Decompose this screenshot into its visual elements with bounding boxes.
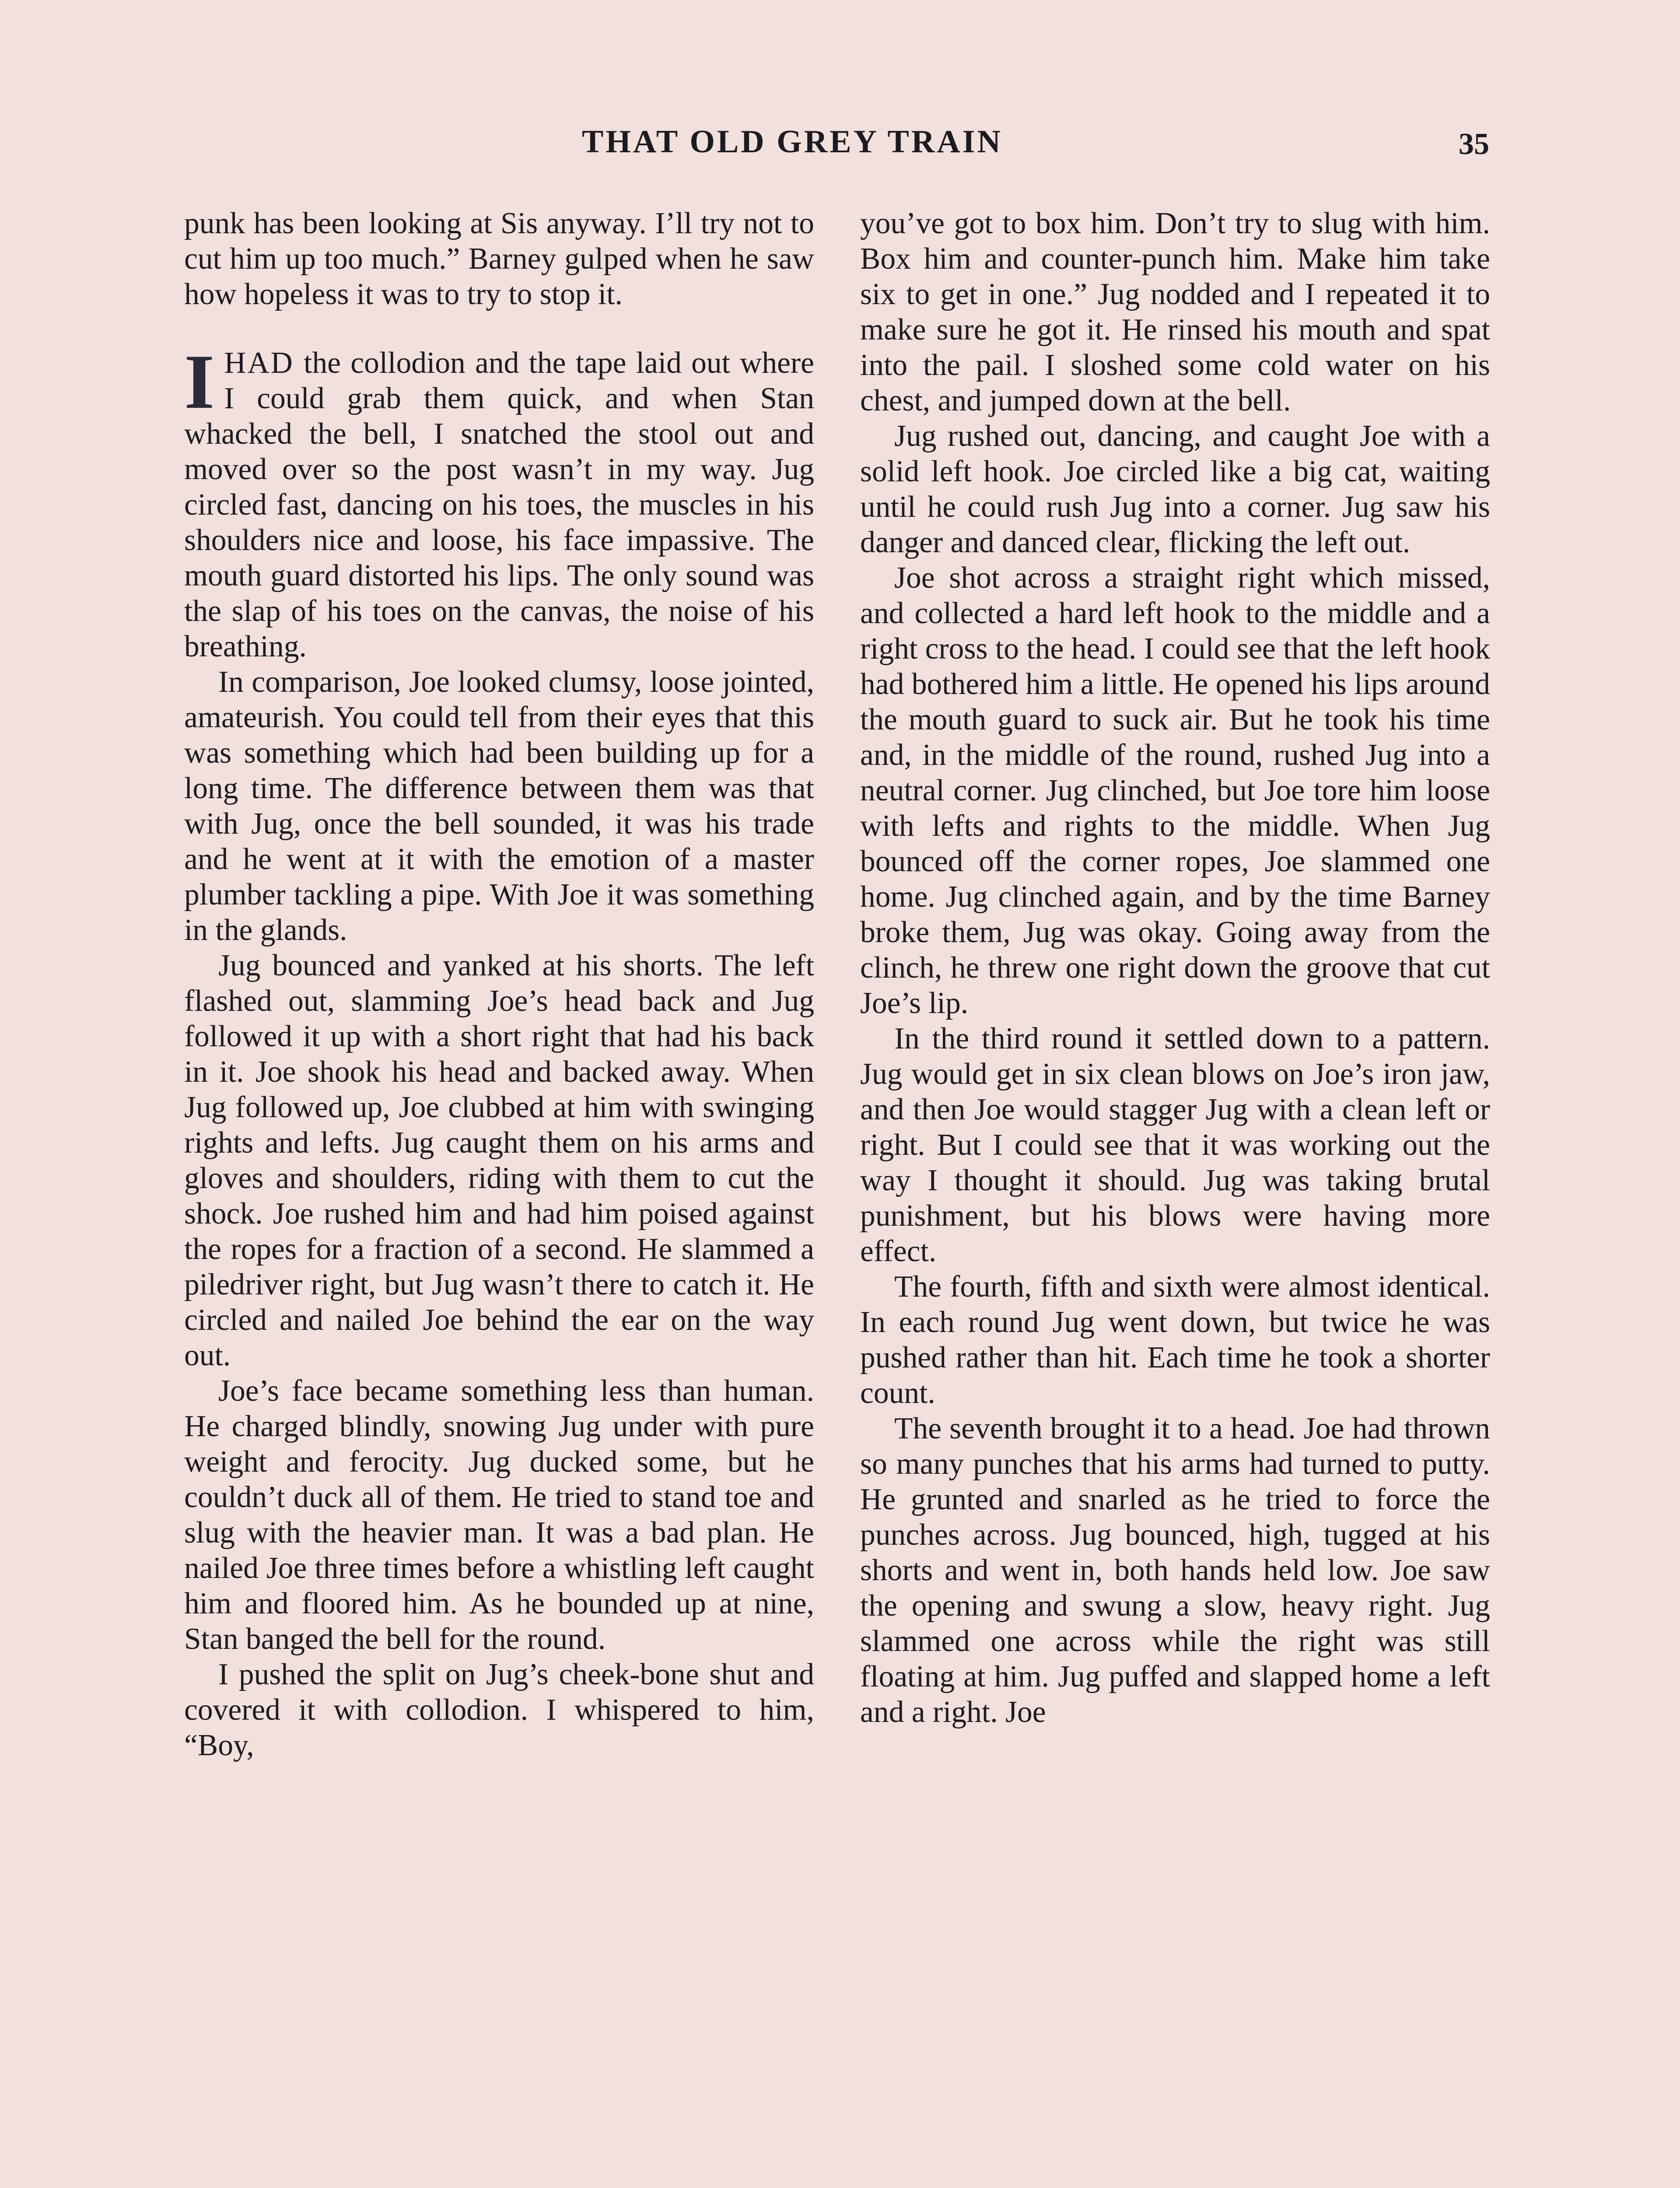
drop-cap-letter: I (184, 338, 215, 425)
lead-in-word: HAD (224, 346, 294, 380)
paragraph: you’ve got to box him. Don’t try to slug with him. Box him and counter-punch him. Make him take six to get in one.” Jug nodded and I repeated it to make sure he got it. He rinsed his mouth and spat into the pail. I sloshed some cold water on his chest, and jumped down at the bell. (860, 207, 1490, 417)
paragraph: punk has been looking at Sis anyway. I’ll try not to cut him up too much.” Barney gulped when he saw how hopeless it was to try to stop it. (184, 207, 814, 311)
paragraph: In the third round it settled down to a pattern. Jug would get in six clean blows on Joe’s iron jaw, and then Joe would stagger Jug with a clean left or right. But I could see that it was working out the way I thought it should. Jug was taking brutal punishment, but his blows were having more effect. (860, 1022, 1490, 1268)
paragraph-dropcap (184, 338, 814, 664)
page-number: 35 (1459, 127, 1489, 161)
right-column (860, 206, 1490, 1730)
paragraph: Jug bounced and yanked at his shorts. The left flashed out, slamming Joe’s head back and Jug followed it up with a short right that had his back in it. Joe shook his head and backed away. When Jug followed up, Joe clubbed at him with swinging rights and lefts. Jug caught them on his arms and gloves and shoulders, riding with them to cut the shock. Joe rushed him and had him poised against the ropes for a fraction of a second. He slammed a piledriver right, but Jug wasn’t there to catch it. He circled and nailed Joe behind the ear on the way out. (184, 949, 814, 1372)
paragraph: Joe shot across a straight right which missed, and collected a hard left hook to the middle and a right cross to the head. I could see that the left hook had bothered him a little. He opened his lips around the mouth guard to suck air. But he took his time and, in the middle of the round, rushed Jug into a neutral corner. Jug clinched, but Joe tore him loose with lefts and rights to the middle. When Jug bounced off the corner ropes, Joe slammed one home. Jug clinched again, and by the time Barney broke them, Jug was okay. Going away from the clinch, he threw one right down the groove that cut Joe’s lip. (860, 561, 1490, 1020)
left-column (184, 206, 814, 1763)
paragraph: Jug rushed out, dancing, and caught Joe with a solid left hook. Joe circled like a big cat, waiting until he could rush Jug into a corner. Jug saw his danger and danced clear, flicking the left out. (860, 419, 1490, 559)
paragraph: I pushed the split on Jug’s cheek-bone shut and covered it with collodion. I whispered to him, “Boy, (184, 1658, 814, 1762)
paragraph: In comparison, Joe looked clumsy, loose jointed, amateurish. You could tell from their eyes that this was something which had been building up for a long time. The difference between them was that with Jug, once the bell sounded, it was his trade and he went at it with the emotion of a master plumber tackling a pipe. With Joe it was something in the glands. (184, 665, 814, 947)
running-head-title: THAT OLD GREY TRAIN (582, 124, 1003, 160)
paragraph: The fourth, fifth and sixth were almost identical. In each round Jug went down, but twice he was pushed rather than hit. Each time he took a shorter count. (860, 1270, 1490, 1410)
paragraph: Joe’s face became something less than human. He charged blindly, snowing Jug under with pure weight and ferocity. Jug ducked some, but he couldn’t duck all of them. He tried to stand toe and slug with the heavier man. It was a bad plan. He nailed Joe three times before a whistling left caught him and floored him. As he bounded up at nine, Stan banged the bell for the round. (184, 1374, 814, 1656)
paragraph-text: the collodion and the tape laid out where I could grab them quick, and when Stan whacked the bell, I snatched the stool out and moved over so the post wasn’t in my way. Jug circled fast, dancing on his toes, the muscles in his shoulders nice and loose, his face impassive. The mouth guard distorted his lips. The only sound was the slap of his toes on the canvas, the noise of his breathing. (184, 346, 814, 663)
paragraph: The seventh brought it to a head. Joe had thrown so many punches that his arms had turned to putty. He grunted and snarled as he tried to force the punches across. Jug bounced, high, tugged at his shorts and went in, both hands held low. Joe saw the opening and swung a slow, heavy right. Jug slammed one across while the right was still floating at him. Jug puffed and slapped home a left and a right. Joe (860, 1412, 1490, 1729)
